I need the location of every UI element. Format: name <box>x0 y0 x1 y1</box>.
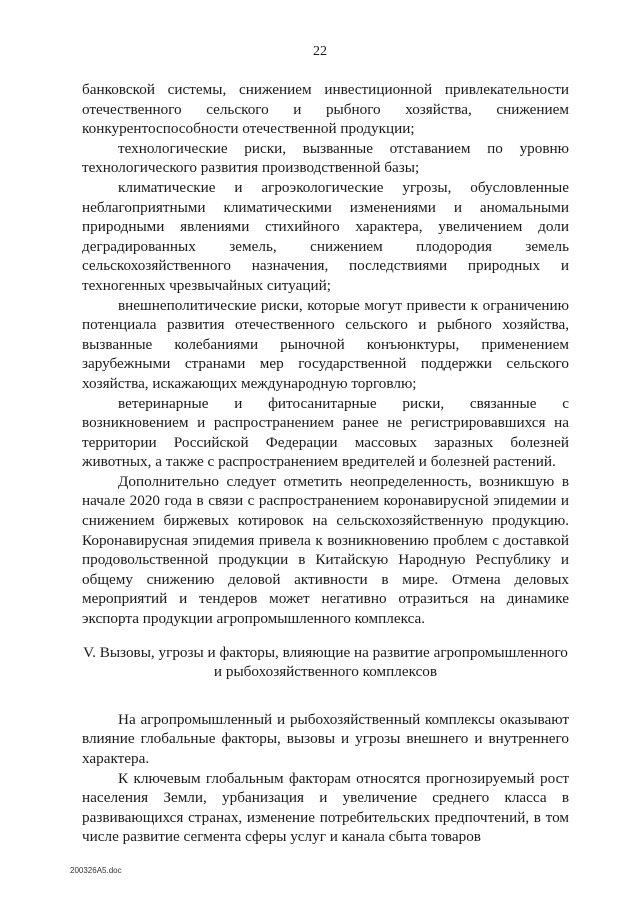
paragraph: Дополнительно следует отметить неопределенность, возникшую в начале 2020 года в связи с распространением коронавирусной эпидемии и снижением биржевых котировок на сельскохозяйственную продукцию. Коронавирусная эпидемия привела к возникновению проблем с доставкой продовольственной продукции в Китайскую Народную Республику и общему снижению деловой активности в мире. Отмена деловых мероприятий и тендеров может негативно отразиться на динамике экспорта продукции агропромышленного комплекса. <box>82 472 569 628</box>
section-heading <box>82 643 569 682</box>
page-number: 22 <box>313 44 327 59</box>
paragraph: технологические риски, вызванные отставанием по уровню технологического развития производственной базы; <box>82 139 569 177</box>
paragraph: внешнеполитические риски, которые могут привести к ограничению потенциала развития отечественного сельского и рыбного хозяйства, вызванные колебаниями рыночной конъюнктуры, применением зарубежными странами мер государственной поддержки сельского хозяйства, искажающих международную торговлю; <box>82 296 569 392</box>
section-heading-line: и рыбохозяйственного комплексов <box>213 663 438 681</box>
footer-filename: 200326A5.doc <box>70 866 122 875</box>
document-body <box>82 80 569 847</box>
paragraph: банковской системы, снижением инвестиционной привлекательности отечественного сельского и рыбного хозяйства, снижением конкурентоспособности отечественной продукции; <box>82 81 569 138</box>
paragraph: К ключевым глобальным факторам относятся прогнозируемый рост населения Земли, урбанизация и увеличение среднего класса в развивающихся странах, изменение потребительских предпочтений, в том числе развитие сегмента сферы услуг и канала сбыта товаров <box>82 769 569 846</box>
paragraph: ветеринарные и фитосанитарные риски, связанные с возникновением и распространением ранее не регистрировавшихся на территории Российской Федерации массовых заразных болезней животных, а также с распространением вредителей и болезней растений. <box>82 394 569 471</box>
section-heading-line: V. Вызовы, угрозы и факторы, влияющие на развитие агропромышленного <box>83 643 568 661</box>
paragraph: климатические и агроэкологические угрозы, обусловленные неблагоприятными климатическими изменениями и аномальными природными явлениями стихийного характера, увеличением доли деградированных земель, снижением плодородия земель сельскохозяйственного назначения, последствиями природных и техногенных чрезвычайных ситуаций; <box>82 178 569 294</box>
paragraph: На агропромышленный и рыбохозяйственный комплексы оказывают влияние глобальные факторы, вызовы и угрозы внешнего и внутреннего характера. <box>82 710 569 767</box>
